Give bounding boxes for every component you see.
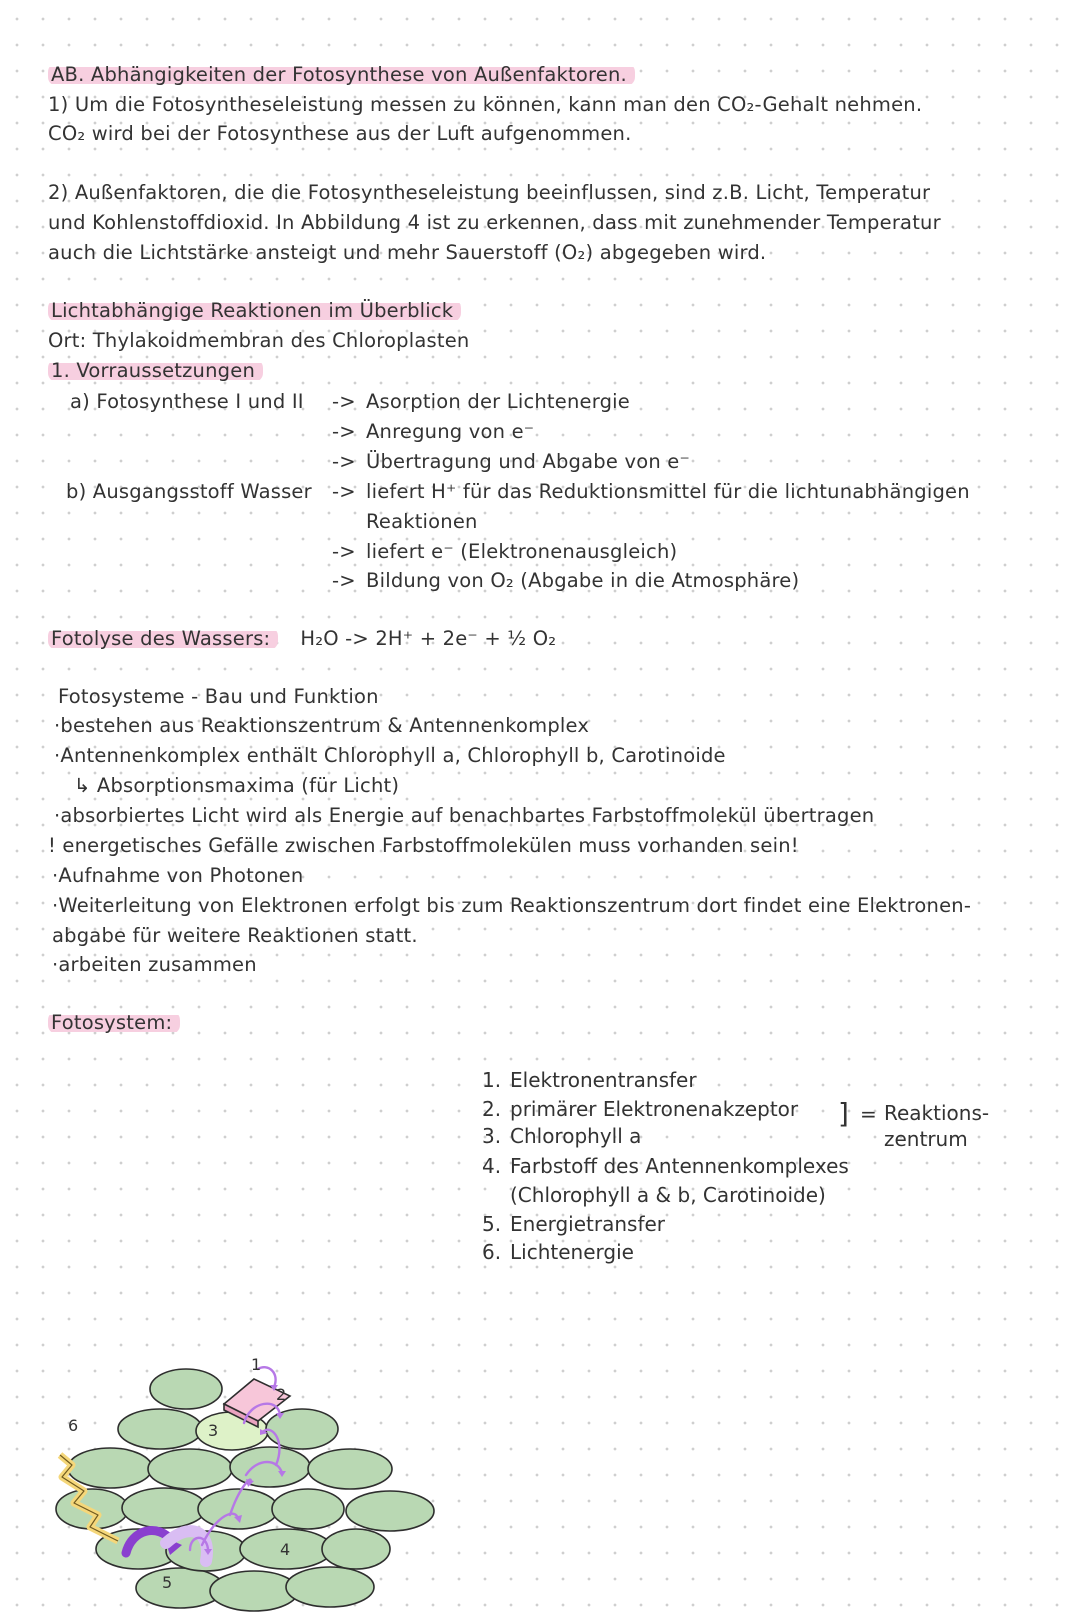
diagram-label-5: 5 xyxy=(162,1573,173,1592)
reaktionszentrum-label: Reaktions- zentrum xyxy=(884,1101,990,1151)
fotosynthese-label: a) Fotosynthese I und II xyxy=(70,390,304,413)
diagram-label-3: 3 xyxy=(208,1421,219,1440)
legend-item-2: 2. primärer Elektronenakzeptor xyxy=(482,1097,799,1121)
pigment-disc xyxy=(118,1409,202,1449)
fotosystem-legend xyxy=(482,1066,1042,1286)
fotosysteme-line: abgabe für weitere Reaktionen statt. xyxy=(52,924,418,947)
arrow-icon: -> xyxy=(332,540,356,563)
diagram-label-2: 2 xyxy=(276,1385,287,1404)
a-item-1: -> Asorption der Lichtenergie xyxy=(332,390,630,413)
fotosysteme-line: ·Aufnahme von Photonen xyxy=(52,864,304,887)
arrow-icon: -> xyxy=(332,480,356,503)
fotosysteme-line: ·bestehen aus Reaktionszentrum & Antennenkomplex xyxy=(54,714,590,737)
a-item-2: -> Anregung von e⁻ xyxy=(332,420,535,443)
pigment-disc xyxy=(210,1571,298,1611)
ort-line: Ort: Thylakoidmembran des Chloroplasten xyxy=(48,329,470,352)
b-item-1-cont: Reaktionen xyxy=(366,510,478,533)
pigment-disc xyxy=(286,1567,374,1607)
arrow-icon: -> xyxy=(332,420,356,443)
arrow-icon: -> xyxy=(332,390,356,413)
fotosystem-diagram xyxy=(40,1045,460,1620)
equals-sign: = xyxy=(860,1102,877,1126)
fotosysteme-line: ·Weiterleitung von Elektronen erfolgt bis zum Reaktionszentrum dort findet eine Elektronen- xyxy=(52,894,972,917)
ab-p2-line2: und Kohlenstoffdioxid. In Abbildung 4 ist zu erkennen, dass mit zunehmender Temperatur xyxy=(48,211,941,234)
ab-p1-line2: CO₂ wird bei der Fotosynthese aus der Luft aufgenommen. xyxy=(48,122,632,145)
pigment-disc xyxy=(148,1449,232,1489)
fotolyse-equation: H₂O -> 2H⁺ + 2e⁻ + ½ O₂ xyxy=(300,627,557,650)
legend-item-4-detail: (Chlorophyll a & b, Carotinoide) xyxy=(510,1183,826,1207)
fotolyse-label: Fotolyse des Wassers: xyxy=(48,627,278,650)
fotosysteme-line: ·arbeiten zusammen xyxy=(52,953,257,976)
light-reactions-heading: Lichtabhängige Reaktionen im Überblick xyxy=(48,298,461,324)
pigment-disc xyxy=(68,1448,152,1488)
legend-item-4: 4. Farbstoff des Antennenkomplexes xyxy=(482,1154,849,1178)
ab-p2-line1: 2) Außenfaktoren, die die Fotosyntheseleistung beeinflussen, sind z.B. Licht, Temperatur xyxy=(48,181,931,204)
pigment-disc xyxy=(150,1369,222,1409)
ab-p2-line3: auch die Lichtstärke ansteigt und mehr Sauerstoff (O₂) abgegeben wird. xyxy=(48,241,767,264)
voraussetzungen-heading: 1. Vorraussetzungen xyxy=(48,358,263,384)
arrow-icon: -> xyxy=(332,569,356,592)
b-item-1: -> liefert H⁺ für das Reduktionsmittel für die lichtunabhängigen xyxy=(332,480,970,503)
ab-p1-line1: 1) Um die Fotosyntheseleistung messen zu können, kann man den CO₂-Gehalt nehmen. xyxy=(48,93,923,116)
ausgangsstoff-label: b) Ausgangsstoff Wasser xyxy=(66,480,312,503)
fotosystem-heading: Fotosystem: xyxy=(48,1010,180,1036)
b-item-2: -> liefert e⁻ (Elektronenausgleich) xyxy=(332,540,678,563)
b-item-3: -> Bildung von O₂ (Abgabe in die Atmosphäre) xyxy=(332,569,800,592)
pigment-disc xyxy=(122,1488,206,1528)
reaktionszentrum-bracket: ] xyxy=(838,1097,849,1130)
legend-item-6: 6. Lichtenergie xyxy=(482,1240,634,1264)
ab-heading: AB. Abhängigkeiten der Fotosynthese von Außenfaktoren. xyxy=(48,62,635,88)
pigment-disc xyxy=(322,1529,390,1569)
pigment-disc xyxy=(272,1489,344,1529)
legend-item-3: 3. Chlorophyll a xyxy=(482,1124,642,1148)
arrow-icon: -> xyxy=(332,450,356,473)
fotosysteme-heading: Fotosysteme - Bau und Funktion xyxy=(58,685,379,708)
fotosysteme-line: ·Antennenkomplex enthält Chlorophyll a, Chlorophyll b, Carotinoide xyxy=(54,744,726,767)
fotosysteme-line: ·absorbiertes Licht wird als Energie auf benachbartes Farbstoffmolekül übertragen xyxy=(54,804,875,827)
fotosysteme-line: ↳ Absorptionsmaxima (für Licht) xyxy=(74,774,400,797)
diagram-label-6: 6 xyxy=(68,1416,79,1435)
a-item-3: -> Übertragung und Abgabe von e⁻ xyxy=(332,450,690,473)
pigment-disc xyxy=(346,1491,434,1531)
legend-item-5: 5. Energietransfer xyxy=(482,1212,666,1236)
diagram-label-4: 4 xyxy=(280,1540,291,1559)
pigment-disc xyxy=(230,1447,310,1487)
legend-item-1: 1. Elektronentransfer xyxy=(482,1068,697,1092)
diagram-label-1: 1 xyxy=(251,1355,262,1374)
fotosysteme-line: ! energetisches Gefälle zwischen Farbstoffmolekülen muss vorhanden sein! xyxy=(48,834,799,857)
fotolyse-line xyxy=(48,626,556,652)
pigment-disc xyxy=(266,1409,338,1449)
pigment-disc xyxy=(308,1449,392,1489)
